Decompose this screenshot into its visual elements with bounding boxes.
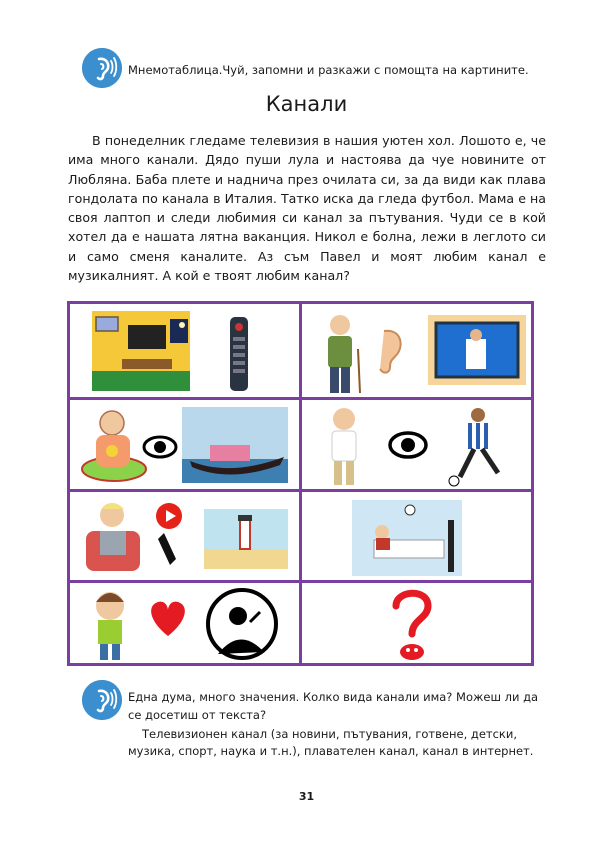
story-text <box>68 131 546 285</box>
grid-line <box>70 580 531 583</box>
mnemonic-table <box>67 301 534 666</box>
ear-listening-icon <box>82 48 122 88</box>
grid-line <box>70 397 531 400</box>
page-title: Канали <box>265 92 348 116</box>
dad-football-picture <box>320 403 530 487</box>
sick-girl-bed-picture <box>352 500 462 576</box>
instruction-text: Мнемотаблица.Чуй, запомни и разкажи с помощта на картините. <box>128 63 529 77</box>
story-paragraph: В понеделник гледаме телевизия в нашия уютен хол. Лошото е, че има много канали. Дядо пуши лула и настоява да чуе новините от Любляна. Баба плете и надничa през очилата си, за да види как плава гондолата по канала в Италия. Татко иска да гледа футбол. Мама е на своя лаптоп и следи любимия си канал за пътувания. Чуди се в кой хотел да е нашата лятна ваканция. Никол е болна, лежи в леглото си и само сменя каналите. Аз съм Павел и моят любим канал е музикалният. А кой е твоят любим канал? <box>68 133 546 284</box>
mom-travel-picture <box>80 495 292 579</box>
living-room-tv-picture <box>80 309 292 395</box>
question-mark-picture <box>388 586 436 662</box>
ear-listening-icon <box>82 680 122 720</box>
grid-line <box>70 489 531 492</box>
answer-text <box>128 726 548 760</box>
answer-paragraph: Телевизионен канал (за новини, пътувания, готвене, детски, музика, спорт, наука и т.н.), плавателен канал, канал в интернет. <box>128 727 534 758</box>
boy-music-picture <box>80 586 292 662</box>
grandpa-news-picture <box>308 309 530 395</box>
grandma-gondola-picture <box>80 403 292 487</box>
grid-line <box>299 304 302 663</box>
page-number: 31 <box>298 790 315 803</box>
question-text: Една дума, много значения. Колко вида канали има? Можеш ли да се досетиш от текста? <box>128 690 539 722</box>
